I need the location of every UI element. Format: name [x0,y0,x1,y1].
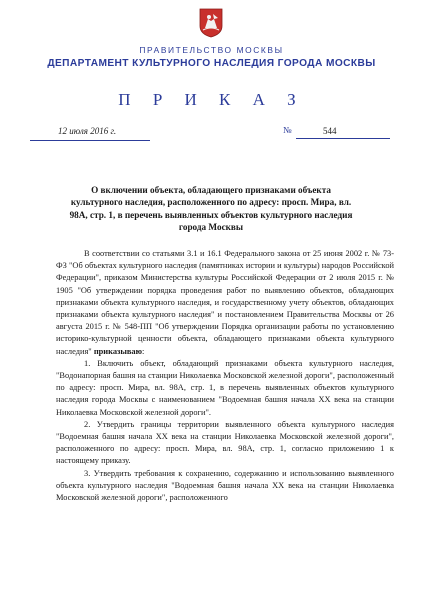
document-title: О включении объекта, обладающего признаками объекта культурного наследия, расположенного по адресу: просп. Мира, вл. 98А, стр. 1, в перечень выявленных объектов культурного наследия города Москвы [69,185,353,233]
number-sign: № [283,125,292,135]
number-underline [296,132,390,139]
document-body [56,248,394,504]
order-item-3: 3. Утвердить требования к сохранению, содержанию и использованию выявленного объекта культурного наследия "Водоемная башня начала XX века на станции Николаевка Московской железной дороги", расположенного [56,468,394,503]
preamble-paragraph [56,248,394,358]
preamble-order-word: приказываю [93,346,143,356]
preamble-colon: : [142,346,145,356]
order-item-2: 2. Утвердить границы территории выявленного объекта культурного наследия "Водоемная башня начала XX века на станции Николаевка Московской железной дороги", расположенного по адресу: просп. Мира, вл. 98А, стр. 1, согласно приложению 1 к настоящему приказу. [56,419,394,466]
order-item-1: 1. Включить объект, обладающий признаками объекта культурного наследия, "Водонапорная башня на станции Николаевка Московской железной дороги", расположенный по адресу: просп. Мира, вл. 98А, стр. 1, в перечень выявленных объектов культурного наследия города Москвы с наименованием "Водоемная башня начала XX века на станции Николаевка Московской железной дороги". [56,358,394,417]
preamble-text: В соответствии со статьями 3.1 и 16.1 Федерального закона от 25 июня 2002 г. № 73-ФЗ "Об объектах культурного наследия (памятниках истории и культуры) народов Российской Федерации", приказом Министерства культуры Российской Федерации от 2 июля 2015 г. № 1905 "Об утверждении порядка проведения работ по выявлению объектов, обладающих признаками объекта культурного наследия, и государственному учету объектов, обладающих признаками объекта культурного наследия" и постановлением Правительства Москвы от 26 августа 2015 г. № 548-ПП "Об утверждении Порядка организации работы по установлению историко-культурной ценности объекта, обладающего признаками объекта культурного наследия" [56,249,394,356]
document-number: 544 [323,126,337,136]
government-name: ПРАВИТЕЛЬСТВО МОСКВЫ [139,45,284,55]
department-name: ДЕПАРТАМЕНТ КУЛЬТУРНОГО НАСЛЕДИЯ ГОРОДА МОСКВЫ [47,58,376,69]
document-date: 12 июля 2016 г. [58,126,117,136]
moscow-coat-of-arms-icon [199,8,223,38]
document-type: П Р И К А З [118,90,305,109]
